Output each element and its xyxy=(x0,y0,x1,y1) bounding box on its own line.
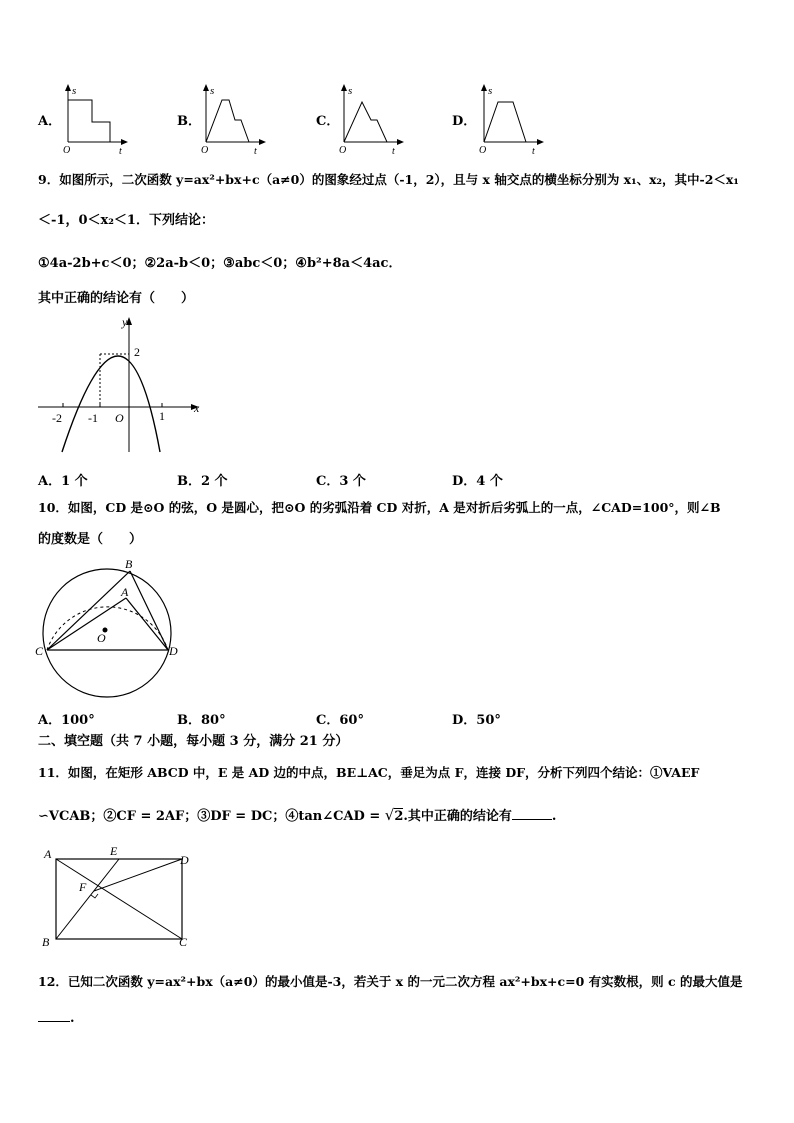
q8-option-a-graph xyxy=(60,82,130,156)
right-angle-mark xyxy=(91,894,98,898)
q8-option-d-graph xyxy=(476,82,546,156)
point-a-label: A xyxy=(44,847,52,861)
svg-text:s: s xyxy=(210,85,215,97)
q10-question-line2: 的度数是（ ） xyxy=(38,532,143,547)
q9-option-c: C．3 个 xyxy=(316,474,366,489)
q12-question-line2: . xyxy=(38,1012,75,1025)
q8-option-a-label: A． xyxy=(38,114,62,129)
point-b-label: B xyxy=(125,557,133,571)
x-label: x xyxy=(194,401,200,415)
s-label: s xyxy=(72,85,77,97)
q8-option-c-label: C． xyxy=(316,114,340,129)
svg-text:s: s xyxy=(348,85,353,97)
point-b-label: B xyxy=(42,935,50,949)
q9-statements: ①4a-2b+c＜0；②2a-b＜0；③abc＜0；④b²+8a＜4ac． xyxy=(38,256,402,271)
tick-1-label: 1 xyxy=(159,409,165,423)
q9-question-line2: ＜-1，0＜x₂＜1．下列结论： xyxy=(38,213,214,228)
svg-text:s: s xyxy=(488,85,493,97)
q12-answer-blank xyxy=(38,1021,70,1022)
svg-text:t: t xyxy=(254,146,257,156)
origin-label: O xyxy=(115,411,124,425)
graph-line xyxy=(484,102,526,142)
q9-question-line1: 9．如图所示，二次函数 y=ax²+bx+c（a≠0）的图象经过点（-1，2），且与 x 轴交点的横坐标分别为 x₁、x₂，其中-2＜x₁ xyxy=(38,172,739,187)
y-label: y xyxy=(122,315,128,329)
svg-text:t: t xyxy=(392,146,395,156)
circle-o xyxy=(43,569,171,697)
svg-text:t: t xyxy=(532,146,535,156)
segment-cb xyxy=(47,571,130,650)
sqrt-sign: √ xyxy=(384,806,395,824)
point-c-label: C xyxy=(35,644,44,658)
x-arrow xyxy=(121,139,128,145)
q10-option-b: B．80° xyxy=(177,713,226,728)
q10-option-a: A．100° xyxy=(38,713,95,728)
point-e-label: E xyxy=(110,844,118,858)
q8-option-d-label: D． xyxy=(452,114,477,129)
q10-question-line1: 10．如图，CD 是⊙O 的弦，O 是圆心，把⊙O 的劣弧沿着 CD 对折，A 是对折后劣弧上的一点，∠CAD=100°，则∠B xyxy=(38,500,721,515)
svg-text:O: O xyxy=(201,145,209,156)
tick-neg2-label: -2 xyxy=(52,411,62,425)
q9-option-a: A．1 个 xyxy=(38,474,88,489)
diagonal-ac xyxy=(56,859,182,939)
point-f-label: F xyxy=(79,880,87,894)
q8-option-b-label: B． xyxy=(177,114,201,129)
point-d-label: D xyxy=(169,644,178,658)
t-label: t xyxy=(119,146,122,156)
point-o-label: O xyxy=(97,631,106,645)
tick-neg1-label: -1 xyxy=(88,411,98,425)
q11-question-line2: ∽VCAB；②CF = 2AF；③DF = DC；④tan∠CAD = √2.其中正确的结论有 . xyxy=(38,806,557,824)
section2-heading: 二、填空题（共 7 小题，每小题 3 分，满分 21 分） xyxy=(38,734,349,749)
origin-label: O xyxy=(63,145,71,156)
sqrt-value: 2 xyxy=(394,809,404,824)
svg-text:O: O xyxy=(339,145,347,156)
q10-option-d: D．50° xyxy=(452,713,501,728)
svg-text:O: O xyxy=(479,145,487,156)
point-d-label: D xyxy=(180,853,189,867)
value-2-label: 2 xyxy=(134,345,140,359)
graph-line xyxy=(344,102,387,142)
q11-rectangle-figure xyxy=(36,842,206,952)
q9-option-d: D．4 个 xyxy=(452,474,503,489)
q10-circle-figure xyxy=(30,555,190,705)
q10-option-c: C．60° xyxy=(316,713,364,728)
parabola-curve xyxy=(62,356,160,452)
point-a-label: A xyxy=(121,585,129,599)
segment-ca xyxy=(47,598,126,650)
y-arrow xyxy=(65,84,71,91)
q11-answer-blank xyxy=(512,819,552,820)
point-c-label: C xyxy=(179,935,188,949)
q12-question-line1: 12．已知二次函数 y=ax²+bx（a≠0）的最小值是-3，若关于 x 的一元二次方程 ax²+bx+c=0 有实数根，则 c 的最大值是 xyxy=(38,974,743,989)
q8-option-b-graph xyxy=(198,82,268,156)
q9-prompt: 其中正确的结论有（ ） xyxy=(38,291,195,306)
graph-line xyxy=(206,100,249,142)
graph-line xyxy=(68,100,110,142)
q11-question-line1: 11．如图，在矩形 ABCD 中，E 是 AD 边的中点，BE⊥AC，垂足为点 F，连接 DF，分析下列四个结论：①VAEF xyxy=(38,765,700,780)
q9-parabola-figure xyxy=(36,312,206,458)
q9-option-b: B．2 个 xyxy=(177,474,228,489)
segment-df xyxy=(94,859,182,891)
segment-be xyxy=(56,859,119,939)
q8-option-c-graph xyxy=(336,82,406,156)
